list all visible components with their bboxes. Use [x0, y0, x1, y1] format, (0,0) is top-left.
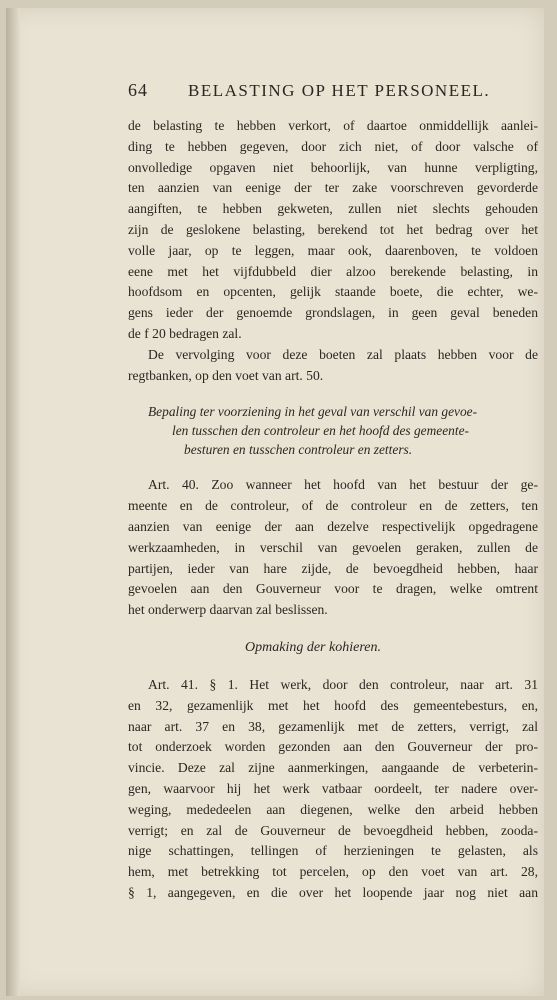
text-line: ten aanzien van eenige der ter zake voorschreven gevorderde [128, 180, 538, 196]
paragraph-prosecution [128, 345, 538, 387]
spacer [128, 659, 538, 675]
text-line: gens ieder der genoemde grondslagen, in geen geval beneden [128, 305, 538, 321]
text-line: § 1, aangegeven, en die over het loopende jaar nog niet aan [128, 884, 538, 900]
text-line: eene met het vijfdubbeld dier alzoo berekende belasting, in [128, 263, 538, 279]
spacer [128, 386, 538, 402]
text-line: De vervolging voor deze boeten zal plaats hebben voor de [148, 346, 538, 362]
paragraph-continuation [128, 116, 538, 345]
running-title: BELASTING OP HET PERSONEEL. [188, 81, 491, 100]
text-line: nige schattingen, tellingen of herzieningen te gelasten, als [128, 843, 538, 859]
text-line: en 32, gezamenlijk met het hoofd des gemeentebesturs, en, [128, 697, 538, 713]
text-line: zijn de geslokene belasting, berekend tot het bedrag over het [128, 221, 538, 237]
article-41 [128, 675, 538, 904]
section-heading-line: besturen en tusschen controleur en zetters. [184, 442, 413, 458]
text-line: Art. 40. Zoo wanneer het hoofd van het bestuur der ge- [148, 477, 538, 493]
text-line: vincie. Deze zal zijne aanmerkingen, aangaande de verbeterin- [128, 760, 538, 776]
text-line: onvolledige opgaven niet behoorlijk, van hunne verpligting, [128, 159, 538, 175]
text-line: ding te hebben gegeven, door zich niet, of door valsche of [128, 138, 538, 154]
article-40 [128, 475, 538, 621]
text-line: meente en de controleur, of de controleur en de zetters, ten [128, 498, 538, 514]
text-line: het onderwerp daarvan zal beslissen. [128, 602, 328, 618]
spacer [128, 459, 538, 475]
text-line: gen, waarvoor hij het werk vatbaar oordeelt, ter nadere over- [128, 780, 538, 796]
text-line: tot onderzoek worden gezonden aan den Gouverneur der pro- [128, 739, 538, 755]
book-page [6, 8, 544, 996]
text-line: verrigt; en zal de Gouverneur de bevoegdheid hebben, zooda- [128, 822, 538, 838]
text-line: regtbanken, op den voet van art. 50. [128, 367, 324, 383]
section-heading-line: Bepaling ter voorziening in het geval van verschil van gevoe- [148, 404, 478, 420]
text-line: naar art. 37 en 38, gezamenlijk met de zetters, verrigt, zal [128, 718, 538, 734]
page-number: 64 [128, 80, 148, 100]
spacer [128, 621, 538, 637]
text-line: werkzaamheden, in verschil van gevoelen geraken, zullen de [128, 539, 538, 555]
text-line: de belasting te hebben verkort, of daartoe onmiddellijk aanlei- [128, 118, 538, 133]
text-line: weging, mededeelen aan diegenen, welke den arbeid hebben [128, 801, 538, 817]
running-head [128, 80, 538, 116]
text-line: de f 20 bedragen zal. [128, 325, 242, 341]
text-line: gevoelen aan den Gouverneur voor te dragen, welke omtrent [128, 581, 538, 597]
text-line: volle jaar, op te leggen, maar ook, daarenboven, te voldoen [128, 242, 538, 258]
text-line: hoofdsom en opcenten, gelijk staande boete, die echter, we- [128, 284, 538, 300]
subheading: Opmaking der kohieren. [245, 639, 381, 655]
page-text-block [128, 80, 538, 904]
section-heading [128, 402, 538, 459]
text-line: partijen, ieder van hare zijde, de bevoegdheid hebben, haar [128, 560, 538, 576]
text-line: hem, met betrekking tot percelen, op den voet van art. 28, [128, 864, 538, 880]
text-line: aanzien van eenige der aan dezelve respectivelijk opgedragene [128, 518, 538, 534]
text-line: aangiften, te hebben gekweten, zullen niet slechts gehouden [128, 201, 538, 217]
text-line: Art. 41. § 1. Het werk, door den controleur, naar art. 31 [148, 676, 538, 692]
page-gutter [6, 8, 20, 996]
section-heading-line: len tusschen den controleur en het hoofd des gemeente- [172, 423, 469, 439]
